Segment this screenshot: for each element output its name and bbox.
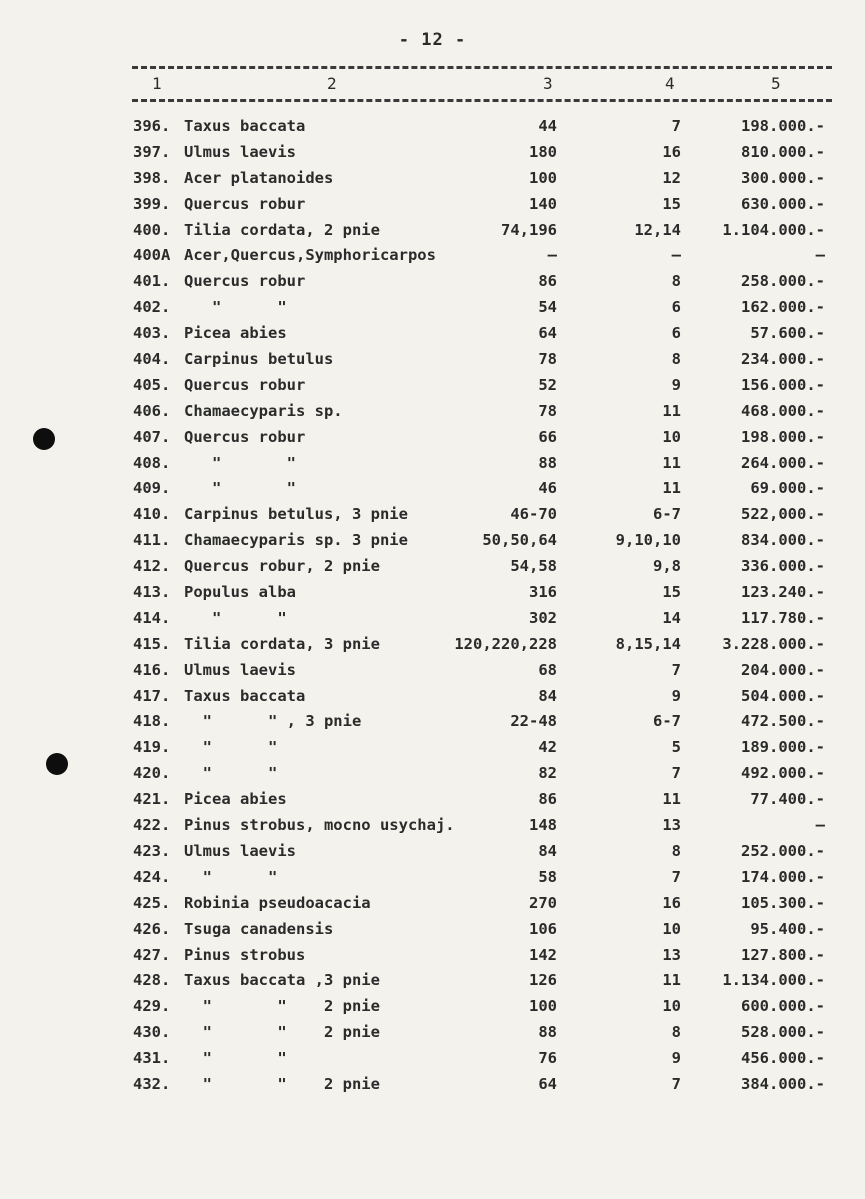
cell-value: 264.000.- bbox=[741, 453, 825, 472]
cell-col4: 11 bbox=[662, 971, 681, 990]
cell-col3: 22-48 bbox=[510, 712, 557, 731]
cell-value: — bbox=[815, 816, 825, 835]
cell-col3: 180 bbox=[529, 142, 557, 161]
species-name: " " bbox=[184, 453, 296, 472]
cell-col3: 120,220,228 bbox=[454, 634, 557, 653]
cell-col4: 11 bbox=[662, 479, 681, 498]
cell-value: 204.000.- bbox=[741, 660, 825, 679]
cell-value: 300.000.- bbox=[741, 168, 825, 187]
table-row bbox=[0, 376, 865, 402]
row-number: 402. bbox=[133, 298, 171, 317]
row-number: 411. bbox=[133, 531, 171, 550]
cell-col4: 8,15,14 bbox=[615, 634, 681, 653]
table-row bbox=[0, 687, 865, 713]
cell-col4: 7 bbox=[671, 867, 681, 886]
cell-col4: 7 bbox=[671, 660, 681, 679]
species-name: Tilia cordata, 3 pnie bbox=[184, 634, 380, 653]
row-number: 399. bbox=[133, 194, 171, 213]
cell-col3: 302 bbox=[529, 608, 557, 627]
cell-col3: 54,58 bbox=[510, 557, 557, 576]
cell-col4: 12 bbox=[662, 168, 681, 187]
species-name: Ulmus laevis bbox=[184, 660, 296, 679]
cell-col4: 16 bbox=[662, 142, 681, 161]
table-row bbox=[0, 712, 865, 738]
cell-col4: 13 bbox=[662, 945, 681, 964]
column-header-5: 5 bbox=[771, 74, 781, 93]
cell-col4: 12,14 bbox=[634, 220, 681, 239]
table-row bbox=[0, 920, 865, 946]
cell-value: 123.240.- bbox=[741, 583, 825, 602]
table-row bbox=[0, 143, 865, 169]
species-name: " " bbox=[184, 479, 296, 498]
species-name: Chamaecyparis sp. bbox=[184, 401, 343, 420]
cell-col3: 68 bbox=[538, 660, 557, 679]
species-name: Picea abies bbox=[184, 790, 287, 809]
cell-col4: 6-7 bbox=[653, 712, 681, 731]
cell-col4: 10 bbox=[662, 919, 681, 938]
cell-col3: 270 bbox=[529, 893, 557, 912]
species-name: Ulmus laevis bbox=[184, 841, 296, 860]
table-row bbox=[0, 221, 865, 247]
cell-col4: 14 bbox=[662, 608, 681, 627]
species-name: Acer,Quercus,Symphoricarpos bbox=[184, 246, 436, 265]
cell-value: 336.000.- bbox=[741, 557, 825, 576]
table-row bbox=[0, 531, 865, 557]
cell-col4: 13 bbox=[662, 816, 681, 835]
species-name: " " 2 pnie bbox=[184, 997, 380, 1016]
species-name: Acer platanoides bbox=[184, 168, 334, 187]
species-name: Pinus strobus bbox=[184, 945, 306, 964]
punch-hole bbox=[33, 428, 55, 450]
table-row bbox=[0, 609, 865, 635]
cell-col4: 7 bbox=[671, 1074, 681, 1093]
table-row bbox=[0, 272, 865, 298]
cell-col4: 6 bbox=[671, 324, 681, 343]
cell-col3: 316 bbox=[529, 583, 557, 602]
cell-col4: 16 bbox=[662, 893, 681, 912]
cell-value: 198.000.- bbox=[741, 427, 825, 446]
row-number: 423. bbox=[133, 841, 171, 860]
table-body bbox=[0, 117, 865, 1101]
cell-value: 522,000.- bbox=[741, 505, 825, 524]
row-number: 410. bbox=[133, 505, 171, 524]
table-row bbox=[0, 402, 865, 428]
cell-value: 456.000.- bbox=[741, 1049, 825, 1068]
cell-col3: 66 bbox=[538, 427, 557, 446]
cell-col4: 9 bbox=[671, 686, 681, 705]
row-number: 418. bbox=[133, 712, 171, 731]
table-row bbox=[0, 1049, 865, 1075]
table-row bbox=[0, 583, 865, 609]
species-name: Chamaecyparis sp. 3 pnie bbox=[184, 531, 408, 550]
cell-value: 468.000.- bbox=[741, 401, 825, 420]
cell-col3: 88 bbox=[538, 453, 557, 472]
cell-value: 252.000.- bbox=[741, 841, 825, 860]
cell-value: 117.780.- bbox=[741, 608, 825, 627]
species-name: " " , 3 pnie bbox=[184, 712, 362, 731]
row-number: 400. bbox=[133, 220, 171, 239]
cell-col4: 8 bbox=[671, 1023, 681, 1042]
row-number: 431. bbox=[133, 1049, 171, 1068]
species-name: " " bbox=[184, 608, 287, 627]
cell-col4: 7 bbox=[671, 117, 681, 135]
header-bottom-rule bbox=[132, 99, 832, 102]
cell-col3: 46 bbox=[538, 479, 557, 498]
cell-value: 1.104.000.- bbox=[722, 220, 825, 239]
row-number: 403. bbox=[133, 324, 171, 343]
row-number: 409. bbox=[133, 479, 171, 498]
species-name: " " bbox=[184, 764, 278, 783]
cell-col4: 11 bbox=[662, 790, 681, 809]
cell-col3: 74,196 bbox=[501, 220, 557, 239]
cell-col3: 100 bbox=[529, 168, 557, 187]
cell-value: 3.228.000.- bbox=[722, 634, 825, 653]
cell-value: 174.000.- bbox=[741, 867, 825, 886]
cell-col3: 78 bbox=[538, 401, 557, 420]
row-number: 413. bbox=[133, 583, 171, 602]
cell-value: 77.400.- bbox=[750, 790, 825, 809]
cell-col3: 100 bbox=[529, 997, 557, 1016]
cell-value: 127.800.- bbox=[741, 945, 825, 964]
cell-col3: 76 bbox=[538, 1049, 557, 1068]
species-name: Quercus robur bbox=[184, 194, 306, 213]
cell-col3: 52 bbox=[538, 375, 557, 394]
cell-col4: 10 bbox=[662, 997, 681, 1016]
cell-col4: 11 bbox=[662, 401, 681, 420]
table-row bbox=[0, 350, 865, 376]
cell-col3: 58 bbox=[538, 867, 557, 886]
species-name: " " bbox=[184, 738, 278, 757]
species-name: Populus alba bbox=[184, 583, 296, 602]
cell-col4: 6-7 bbox=[653, 505, 681, 524]
row-number: 424. bbox=[133, 867, 171, 886]
row-number: 426. bbox=[133, 919, 171, 938]
cell-value: 504.000.- bbox=[741, 686, 825, 705]
cell-value: 630.000.- bbox=[741, 194, 825, 213]
table-row bbox=[0, 505, 865, 531]
table-row bbox=[0, 946, 865, 972]
table-row bbox=[0, 790, 865, 816]
cell-col3: 140 bbox=[529, 194, 557, 213]
cell-col4: 8 bbox=[671, 350, 681, 369]
table-row bbox=[0, 117, 865, 143]
table-row bbox=[0, 635, 865, 661]
header-top-rule bbox=[132, 66, 832, 69]
species-name: Robinia pseudoacacia bbox=[184, 893, 371, 912]
row-number: 396. bbox=[133, 117, 171, 135]
row-number: 417. bbox=[133, 686, 171, 705]
table-row bbox=[0, 324, 865, 350]
species-name: Tilia cordata, 2 pnie bbox=[184, 220, 380, 239]
species-name: " " bbox=[184, 867, 278, 886]
table-row bbox=[0, 894, 865, 920]
cell-col3: 82 bbox=[538, 764, 557, 783]
cell-col3: 46-70 bbox=[510, 505, 557, 524]
cell-col3: 106 bbox=[529, 919, 557, 938]
row-number: 429. bbox=[133, 997, 171, 1016]
table-row bbox=[0, 842, 865, 868]
row-number: 414. bbox=[133, 608, 171, 627]
row-number: 425. bbox=[133, 893, 171, 912]
cell-col4: 6 bbox=[671, 298, 681, 317]
cell-col3: 50,50,64 bbox=[482, 531, 557, 550]
species-name: Tsuga canadensis bbox=[184, 919, 334, 938]
species-name: " " 2 pnie bbox=[184, 1023, 380, 1042]
species-name: Carpinus betulus, 3 pnie bbox=[184, 505, 408, 524]
table-row bbox=[0, 1023, 865, 1049]
row-number: 397. bbox=[133, 142, 171, 161]
column-header-1: 1 bbox=[152, 74, 162, 93]
row-number: 421. bbox=[133, 790, 171, 809]
table-row bbox=[0, 298, 865, 324]
column-header-2: 2 bbox=[327, 74, 337, 93]
cell-value: 189.000.- bbox=[741, 738, 825, 757]
species-name: Taxus baccata ,3 pnie bbox=[184, 971, 380, 990]
cell-col4: 8 bbox=[671, 841, 681, 860]
cell-value: 472.500.- bbox=[741, 712, 825, 731]
row-number: 420. bbox=[133, 764, 171, 783]
cell-col4: 9 bbox=[671, 375, 681, 394]
row-number: 405. bbox=[133, 375, 171, 394]
table-row bbox=[0, 557, 865, 583]
row-number: 430. bbox=[133, 1023, 171, 1042]
cell-value: 810.000.- bbox=[741, 142, 825, 161]
cell-col4: 9 bbox=[671, 1049, 681, 1068]
species-name: Quercus robur bbox=[184, 272, 306, 291]
species-name: Taxus baccata bbox=[184, 117, 306, 135]
table-row bbox=[0, 738, 865, 764]
row-number: 408. bbox=[133, 453, 171, 472]
cell-col3: — bbox=[547, 246, 557, 265]
cell-col3: 142 bbox=[529, 945, 557, 964]
table-row bbox=[0, 1075, 865, 1101]
row-number: 419. bbox=[133, 738, 171, 757]
cell-col3: 64 bbox=[538, 324, 557, 343]
page-number: - 12 - bbox=[398, 30, 467, 50]
species-name: Carpinus betulus bbox=[184, 350, 334, 369]
cell-col4: 7 bbox=[671, 764, 681, 783]
species-name: Quercus robur, 2 pnie bbox=[184, 557, 380, 576]
cell-value: 156.000.- bbox=[741, 375, 825, 394]
row-number: 404. bbox=[133, 350, 171, 369]
cell-col3: 86 bbox=[538, 790, 557, 809]
cell-col4: 9,10,10 bbox=[615, 531, 681, 550]
table-row bbox=[0, 661, 865, 687]
cell-value: 528.000.- bbox=[741, 1023, 825, 1042]
table-row bbox=[0, 454, 865, 480]
species-name: " " 2 pnie bbox=[184, 1074, 380, 1093]
cell-value: 57.600.- bbox=[750, 324, 825, 343]
table-row bbox=[0, 764, 865, 790]
table-row bbox=[0, 428, 865, 454]
row-number: 406. bbox=[133, 401, 171, 420]
cell-value: 1.134.000.- bbox=[722, 971, 825, 990]
species-name: Pinus strobus, mocno usychaj. bbox=[184, 816, 455, 835]
species-name: Quercus robur bbox=[184, 427, 306, 446]
row-number: 401. bbox=[133, 272, 171, 291]
row-number: 422. bbox=[133, 816, 171, 835]
column-header-3: 3 bbox=[543, 74, 553, 93]
punch-hole bbox=[46, 753, 68, 775]
cell-value: 492.000.- bbox=[741, 764, 825, 783]
cell-value: 69.000.- bbox=[750, 479, 825, 498]
species-name: Quercus robur bbox=[184, 375, 306, 394]
cell-value: 105.300.- bbox=[741, 893, 825, 912]
cell-col3: 44 bbox=[538, 117, 557, 135]
row-number: 427. bbox=[133, 945, 171, 964]
table-row bbox=[0, 868, 865, 894]
row-number: 407. bbox=[133, 427, 171, 446]
table-row bbox=[0, 971, 865, 997]
cell-value: — bbox=[815, 246, 825, 265]
cell-col3: 84 bbox=[538, 841, 557, 860]
species-name: Ulmus laevis bbox=[184, 142, 296, 161]
cell-value: 198.000.- bbox=[741, 117, 825, 135]
cell-col3: 54 bbox=[538, 298, 557, 317]
table-row bbox=[0, 246, 865, 272]
species-name: " " bbox=[184, 1049, 287, 1068]
table-row bbox=[0, 195, 865, 221]
species-name: Taxus baccata bbox=[184, 686, 306, 705]
cell-col3: 64 bbox=[538, 1074, 557, 1093]
table-row bbox=[0, 169, 865, 195]
cell-col4: 15 bbox=[662, 194, 681, 213]
cell-value: 162.000.- bbox=[741, 298, 825, 317]
species-name: " " bbox=[184, 298, 287, 317]
column-header-4: 4 bbox=[665, 74, 675, 93]
cell-col4: 15 bbox=[662, 583, 681, 602]
cell-value: 834.000.- bbox=[741, 531, 825, 550]
row-number: 416. bbox=[133, 660, 171, 679]
cell-value: 95.400.- bbox=[750, 919, 825, 938]
cell-value: 234.000.- bbox=[741, 350, 825, 369]
table-row bbox=[0, 479, 865, 505]
cell-value: 258.000.- bbox=[741, 272, 825, 291]
row-number: 432. bbox=[133, 1074, 171, 1093]
cell-col3: 148 bbox=[529, 816, 557, 835]
cell-col3: 78 bbox=[538, 350, 557, 369]
cell-col3: 86 bbox=[538, 272, 557, 291]
row-number: 398. bbox=[133, 168, 171, 187]
cell-col3: 126 bbox=[529, 971, 557, 990]
cell-col4: — bbox=[671, 246, 681, 265]
species-name: Picea abies bbox=[184, 324, 287, 343]
table-row bbox=[0, 816, 865, 842]
cell-value: 384.000.- bbox=[741, 1074, 825, 1093]
cell-col4: 5 bbox=[671, 738, 681, 757]
cell-col3: 88 bbox=[538, 1023, 557, 1042]
cell-col4: 10 bbox=[662, 427, 681, 446]
row-number: 400A bbox=[133, 246, 171, 265]
cell-col3: 42 bbox=[538, 738, 557, 757]
cell-col4: 9,8 bbox=[653, 557, 681, 576]
cell-col4: 8 bbox=[671, 272, 681, 291]
cell-col3: 84 bbox=[538, 686, 557, 705]
cell-value: 600.000.- bbox=[741, 997, 825, 1016]
row-number: 428. bbox=[133, 971, 171, 990]
cell-col4: 11 bbox=[662, 453, 681, 472]
row-number: 412. bbox=[133, 557, 171, 576]
table-row bbox=[0, 997, 865, 1023]
row-number: 415. bbox=[133, 634, 171, 653]
